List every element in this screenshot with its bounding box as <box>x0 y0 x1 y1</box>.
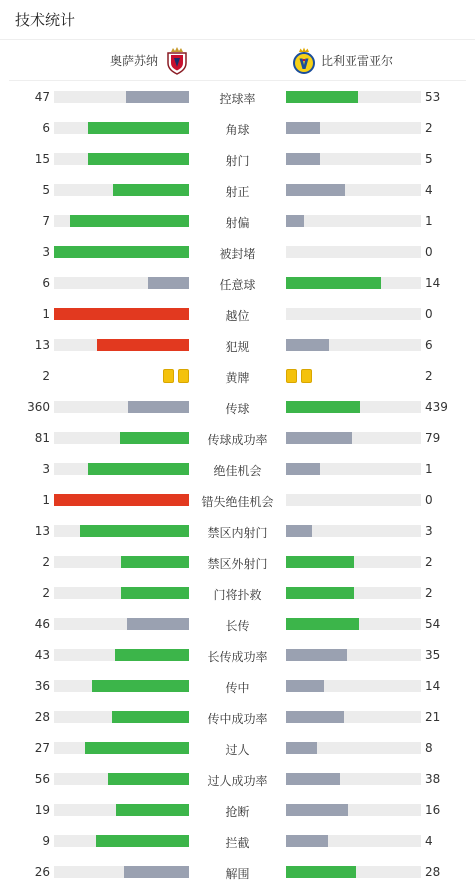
away-stat-value: 8 <box>425 741 433 755</box>
away-stat-value: 4 <box>425 834 433 848</box>
home-stat-bar <box>54 680 189 692</box>
stat-row <box>0 733 475 764</box>
home-stat-bar <box>54 277 189 289</box>
stat-row <box>0 113 475 144</box>
away-stat-value: 1 <box>425 214 433 228</box>
stats-list <box>0 82 475 888</box>
home-stat-bar <box>54 463 189 475</box>
away-stat-bar-fill <box>286 556 354 568</box>
stat-label: 过人 <box>225 743 250 757</box>
home-stat-value: 27 <box>34 741 50 755</box>
stat-label: 任意球 <box>219 278 256 292</box>
home-stat-value: 28 <box>34 710 50 724</box>
home-stat-bar <box>54 525 189 537</box>
home-stat-value: 47 <box>34 90 50 104</box>
stat-label: 犯规 <box>225 340 250 354</box>
away-stat-bar <box>286 618 421 630</box>
away-stat-bar-fill <box>286 153 320 165</box>
home-stat-bar <box>54 649 189 661</box>
stat-label: 过人成功率 <box>207 774 268 788</box>
stat-row <box>0 702 475 733</box>
away-stat-bar <box>286 401 421 413</box>
home-stat-value: 19 <box>34 803 50 817</box>
stat-label: 角球 <box>225 123 250 137</box>
away-stat-bar <box>286 432 421 444</box>
home-stat-value: 26 <box>34 865 50 879</box>
away-stat-bar-fill <box>286 401 360 413</box>
stat-label: 传中成功率 <box>207 712 268 726</box>
away-stat-bar-fill <box>286 773 340 785</box>
osasuna-crest-icon <box>164 47 190 75</box>
home-stat-value: 5 <box>42 183 50 197</box>
away-stat-bar <box>286 494 421 506</box>
stat-row <box>0 268 475 299</box>
home-stat-bar <box>54 556 189 568</box>
home-stat-bar <box>54 587 189 599</box>
stat-row <box>0 609 475 640</box>
stat-label: 门将扑救 <box>213 588 262 602</box>
home-stat-bar-fill <box>116 804 189 816</box>
stat-label: 长传 <box>225 619 250 633</box>
stat-row <box>0 640 475 671</box>
home-stat-bar-fill <box>88 153 189 165</box>
away-stat-bar <box>286 463 421 475</box>
away-stat-bar-fill <box>286 432 352 444</box>
stat-label: 绝佳机会 <box>213 464 262 478</box>
home-cards <box>163 369 189 383</box>
home-stat-value: 13 <box>34 338 50 352</box>
home-stat-value: 13 <box>34 524 50 538</box>
away-stat-bar <box>286 649 421 661</box>
home-stat-bar-fill <box>88 463 189 475</box>
home-stat-bar <box>54 401 189 413</box>
home-stat-value: 360 <box>27 400 50 414</box>
home-stat-bar <box>54 215 189 227</box>
home-stat-bar-fill <box>120 432 189 444</box>
away-stat-value: 38 <box>425 772 441 786</box>
away-stat-bar <box>286 184 421 196</box>
home-stat-bar <box>54 494 189 506</box>
home-stat-bar <box>54 742 189 754</box>
away-stat-bar <box>286 215 421 227</box>
away-stat-value: 2 <box>425 369 433 383</box>
stat-label: 解围 <box>225 867 250 881</box>
home-stat-bar-fill <box>126 91 189 103</box>
page-title: 技术统计 <box>15 11 76 29</box>
villarreal-crest-icon <box>291 47 317 75</box>
home-stat-bar-fill <box>88 122 189 134</box>
home-stat-value: 46 <box>34 617 50 631</box>
stat-label: 控球率 <box>219 92 256 106</box>
away-stat-bar <box>286 122 421 134</box>
away-stat-value: 0 <box>425 307 433 321</box>
away-stat-bar-fill <box>286 835 328 847</box>
stat-row <box>0 547 475 578</box>
home-stat-value: 43 <box>34 648 50 662</box>
away-stat-value: 0 <box>425 245 433 259</box>
home-stat-value: 56 <box>34 772 50 786</box>
home-stat-bar-fill <box>121 587 189 599</box>
away-stat-value: 1 <box>425 462 433 476</box>
stat-row <box>0 671 475 702</box>
stat-row <box>0 237 475 268</box>
stat-label: 射门 <box>225 154 250 168</box>
stats-header <box>0 0 475 40</box>
stat-row <box>0 361 475 392</box>
away-stat-value: 6 <box>425 338 433 352</box>
away-stat-value: 14 <box>425 679 441 693</box>
away-stat-bar-fill <box>286 587 354 599</box>
home-stat-bar-fill <box>92 680 189 692</box>
home-stat-value: 36 <box>34 679 50 693</box>
home-stat-value: 2 <box>42 555 50 569</box>
home-stat-value: 2 <box>42 369 50 383</box>
stat-row <box>0 795 475 826</box>
away-stat-bar-fill <box>286 525 312 537</box>
away-stat-bar-fill <box>286 742 317 754</box>
away-stat-bar <box>286 153 421 165</box>
home-stat-bar <box>54 153 189 165</box>
home-stat-bar <box>54 339 189 351</box>
away-stat-bar-fill <box>286 122 320 134</box>
away-stat-bar-fill <box>286 215 304 227</box>
home-stat-bar <box>54 711 189 723</box>
home-stat-bar <box>54 804 189 816</box>
home-stat-value: 9 <box>42 834 50 848</box>
away-stat-bar <box>286 308 421 320</box>
stat-label: 射偏 <box>225 216 250 230</box>
stat-label: 黄牌 <box>225 371 250 385</box>
stat-row <box>0 485 475 516</box>
home-stat-bar-fill <box>97 339 189 351</box>
stat-label: 传球成功率 <box>207 433 268 447</box>
away-stat-bar <box>286 587 421 599</box>
away-stat-value: 53 <box>425 90 441 104</box>
stat-label: 禁区内射门 <box>207 526 268 540</box>
home-stat-bar <box>54 618 189 630</box>
stat-label: 错失绝佳机会 <box>201 495 274 509</box>
away-stat-bar <box>286 804 421 816</box>
stat-label: 被封堵 <box>219 247 256 261</box>
home-stat-value: 15 <box>34 152 50 166</box>
stat-label: 抢断 <box>225 805 250 819</box>
away-stat-value: 28 <box>425 865 441 879</box>
away-stat-value: 4 <box>425 183 433 197</box>
away-stat-bar-fill <box>286 804 348 816</box>
home-stat-value: 3 <box>42 462 50 476</box>
away-stat-bar-fill <box>286 184 345 196</box>
away-stat-bar-fill <box>286 91 358 103</box>
home-stat-bar-fill <box>148 277 189 289</box>
stat-label: 禁区外射门 <box>207 557 268 571</box>
home-stat-bar-fill <box>115 649 189 661</box>
stat-row <box>0 82 475 113</box>
stat-label: 射正 <box>225 185 250 199</box>
away-stat-value: 79 <box>425 431 441 445</box>
home-stat-bar <box>54 246 189 258</box>
away-cards <box>286 369 312 383</box>
home-stat-bar-fill <box>54 494 189 506</box>
stat-row <box>0 764 475 795</box>
stat-label: 长传成功率 <box>207 650 268 664</box>
away-stat-bar-fill <box>286 277 381 289</box>
stat-row <box>0 454 475 485</box>
home-stat-value: 1 <box>42 493 50 507</box>
away-stat-value: 2 <box>425 555 433 569</box>
home-stat-value: 81 <box>34 431 50 445</box>
home-stat-bar-fill <box>128 401 189 413</box>
stat-row <box>0 175 475 206</box>
stat-row <box>0 299 475 330</box>
home-stat-bar-fill <box>80 525 189 537</box>
teams-bar <box>9 40 466 81</box>
away-stat-bar-fill <box>286 618 359 630</box>
home-team[interactable] <box>110 40 190 81</box>
away-stat-value: 14 <box>425 276 441 290</box>
away-team-name: 比利亚雷亚尔 <box>321 54 394 68</box>
away-stat-value: 16 <box>425 803 441 817</box>
home-stat-bar-fill <box>54 308 189 320</box>
away-stat-value: 35 <box>425 648 441 662</box>
away-stat-bar-fill <box>286 339 329 351</box>
home-stat-value: 1 <box>42 307 50 321</box>
home-stat-bar-fill <box>112 711 189 723</box>
stat-row <box>0 578 475 609</box>
away-stat-bar-fill <box>286 463 320 475</box>
home-team-name: 奥萨苏纳 <box>109 54 158 68</box>
home-stat-bar <box>54 835 189 847</box>
home-stat-bar <box>54 773 189 785</box>
away-team[interactable] <box>291 40 393 81</box>
home-stat-bar-fill <box>113 184 189 196</box>
home-stat-bar-fill <box>54 246 189 258</box>
away-stat-bar <box>286 556 421 568</box>
yellow-card-icon <box>301 369 312 383</box>
away-stat-bar <box>286 742 421 754</box>
away-stat-bar <box>286 246 421 258</box>
stat-label: 拦截 <box>225 836 250 850</box>
yellow-card-icon <box>286 369 297 383</box>
stat-label: 传球 <box>225 402 250 416</box>
stat-row <box>0 516 475 547</box>
away-stat-value: 21 <box>425 710 441 724</box>
away-stat-value: 0 <box>425 493 433 507</box>
home-stat-bar-fill <box>96 835 189 847</box>
away-stat-bar <box>286 277 421 289</box>
yellow-card-icon <box>178 369 189 383</box>
home-stat-bar <box>54 122 189 134</box>
home-stat-value: 6 <box>42 276 50 290</box>
away-stat-bar-fill <box>286 649 347 661</box>
stat-label: 传中 <box>225 681 250 695</box>
home-stat-value: 2 <box>42 586 50 600</box>
away-stat-value: 54 <box>425 617 441 631</box>
home-stat-bar-fill <box>85 742 189 754</box>
stat-label: 越位 <box>225 309 250 323</box>
stat-row <box>0 206 475 237</box>
stat-row <box>0 330 475 361</box>
away-stat-bar-fill <box>286 711 344 723</box>
away-stat-value: 3 <box>425 524 433 538</box>
stat-row <box>0 144 475 175</box>
stat-row <box>0 857 475 888</box>
home-stat-bar-fill <box>70 215 189 227</box>
home-stat-bar <box>54 308 189 320</box>
home-stat-bar-fill <box>121 556 189 568</box>
home-stat-bar <box>54 184 189 196</box>
stat-row <box>0 423 475 454</box>
home-stat-value: 3 <box>42 245 50 259</box>
away-stat-value: 2 <box>425 121 433 135</box>
away-stat-bar <box>286 525 421 537</box>
away-stat-bar <box>286 835 421 847</box>
home-stat-bar-fill <box>127 618 189 630</box>
away-stat-bar-fill <box>286 866 356 878</box>
away-stat-bar <box>286 711 421 723</box>
home-stat-bar <box>54 91 189 103</box>
stat-row <box>0 392 475 423</box>
home-stat-bar <box>54 432 189 444</box>
away-stat-bar-fill <box>286 680 324 692</box>
away-stat-bar <box>286 866 421 878</box>
home-stat-bar-fill <box>108 773 189 785</box>
away-stat-bar <box>286 680 421 692</box>
home-stat-bar <box>54 866 189 878</box>
yellow-card-icon <box>163 369 174 383</box>
away-stat-bar <box>286 339 421 351</box>
away-stat-value: 5 <box>425 152 433 166</box>
home-stat-value: 6 <box>42 121 50 135</box>
away-stat-value: 2 <box>425 586 433 600</box>
home-stat-bar-fill <box>124 866 189 878</box>
away-stat-bar <box>286 773 421 785</box>
away-stat-value: 439 <box>425 400 448 414</box>
home-stat-value: 7 <box>42 214 50 228</box>
away-stat-bar <box>286 91 421 103</box>
stat-row <box>0 826 475 857</box>
